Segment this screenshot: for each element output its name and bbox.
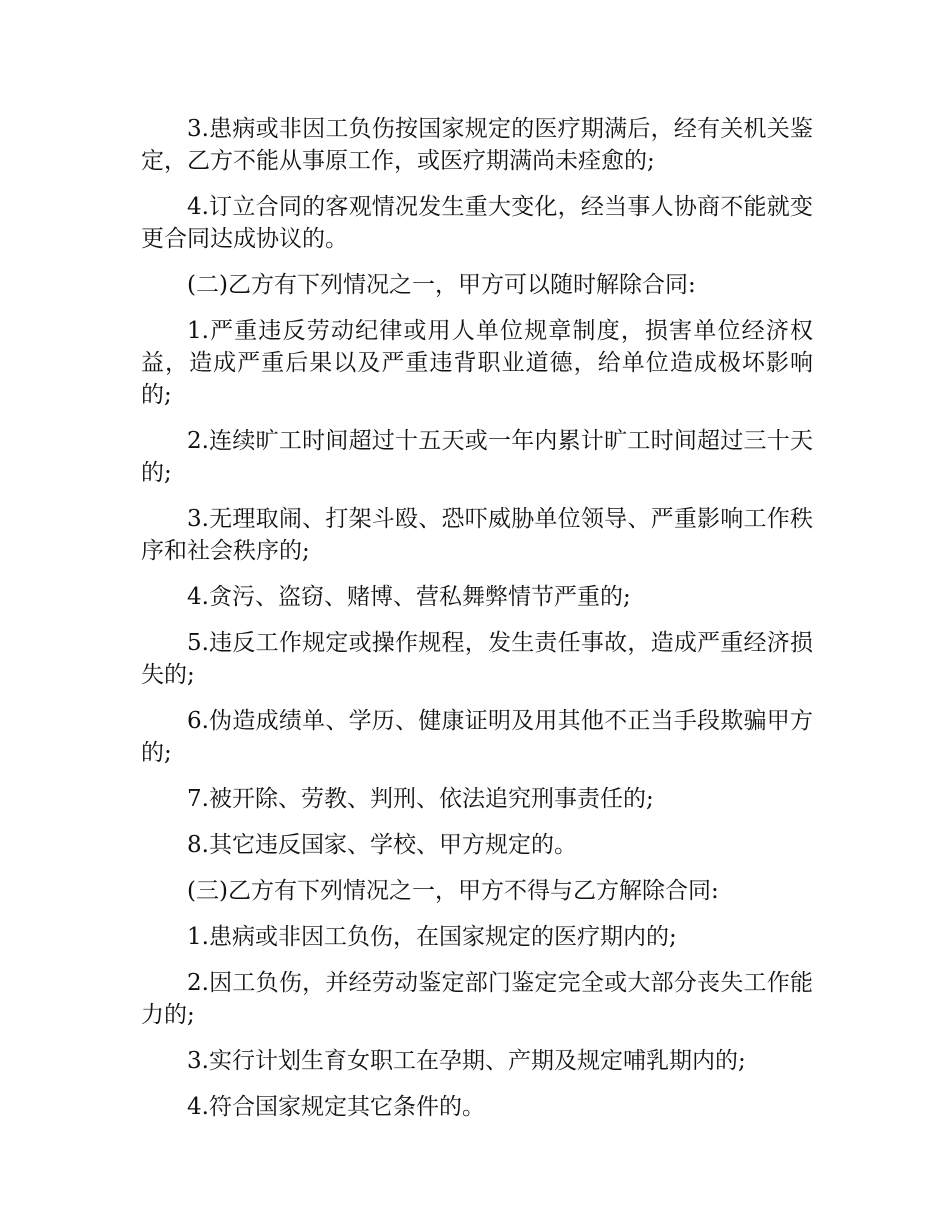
paragraph-criminal-liability: 7.被开除、劳教、判刑、依法追究刑事责任的; (187, 786, 654, 812)
paragraph-other-violations: 8.其它违反国家、学校、甲方规定的。 (187, 832, 577, 858)
paragraph-forgery: 6.伪造成绩单、学历、健康证明及用其他不正当手段欺骗甲方的; (141, 708, 813, 766)
paragraph-medical-period: 1.患病或非因工负伤，在国家规定的医疗期内的; (187, 924, 677, 950)
paragraph-corruption: 4.贪污、盗窃、赌博、营私舞弊情节严重的; (187, 584, 631, 610)
paragraph-maternity: 3.实行计划生育女职工在孕期、产期及规定哺乳期内的; (187, 1048, 746, 1074)
paragraph-other-conditions: 4.符合国家规定其它条件的。 (187, 1094, 485, 1120)
section-heading-no-termination: (三)乙方有下列情况之一，甲方不得与乙方解除合同: (187, 878, 719, 904)
paragraph-discipline-violation: 1.严重违反劳动纪律或用人单位规章制度，损害单位经济权益，造成严重后果以及严重违背职业道德，给单位造成极坏影响的; (141, 318, 813, 408)
section-heading-immediate-termination: (二)乙方有下列情况之一，甲方可以随时解除合同: (187, 272, 696, 298)
paragraph-disruption: 3.无理取闹、打架斗殴、恐吓威胁单位领导、严重影响工作秩序和社会秩序的; (141, 506, 813, 564)
document-body (141, 113, 813, 1137)
paragraph-dismissal-circumstance-change: 4.订立合同的客观情况发生重大变化，经当事人协商不能就变更合同达成协议的。 (141, 194, 813, 252)
paragraph-absenteeism: 2.连续旷工时间超过十五天或一年内累计旷工时间超过三十天的; (141, 428, 813, 486)
paragraph-dismissal-illness-expired: 3.患病或非因工负伤按国家规定的医疗期满后，经有关机关鉴定，乙方不能从事原工作，或医疗期满尚未痊愈的; (141, 116, 813, 174)
paragraph-work-accident: 5.违反工作规定或操作规程，发生责任事故，造成严重经济损失的; (141, 630, 813, 688)
paragraph-work-injury: 2.因工负伤，并经劳动鉴定部门鉴定完全或大部分丧失工作能力的; (141, 970, 813, 1028)
